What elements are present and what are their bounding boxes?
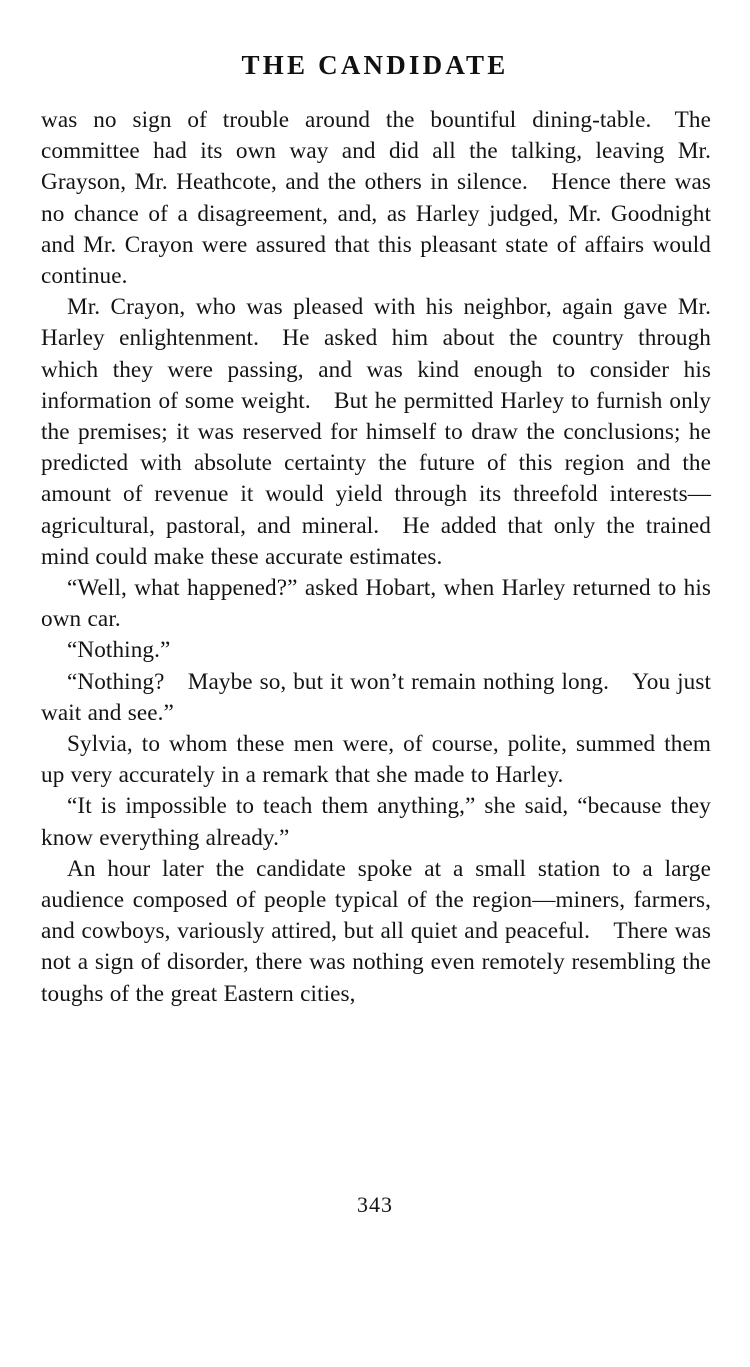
paragraph: “Nothing.” — [67, 637, 171, 664]
page-text-block — [41, 105, 711, 1010]
paragraph: An hour later the candidate spoke at a small station to a large audience composed of people typical of the region—miners, farmers, and cowboys, variously attired, but all quiet and peaceful. There was not a sign of disorder, there was nothing even remotely resembling the toughs of the great Eastern cities, — [41, 855, 711, 1007]
running-head: THE CANDIDATE — [241, 50, 509, 80]
paragraph: Mr. Crayon, who was pleased with his neighbor, again gave Mr. Harley enlightenment. He asked him about the country through which they were passing, and was kind enough to consider his information of some weight. But he permitted Harley to furnish only the premises; it was reserved for himself to draw the conclusions; he predicted with absolute certainty the future of this region and the amount of revenue it would yield through its threefold interests—agricultural, pastoral, and mineral. He added that only the trained mind could make these accurate estimates. — [41, 294, 711, 570]
paragraph: Sylvia, to whom these men were, of course, polite, summed them up very accurately in a remark that she made to Harley. — [41, 731, 711, 789]
paragraph: was no sign of trouble around the bountiful dining-table. The committee had its own way and did all the talking, leaving Mr. Grayson, Mr. Heathcote, and the others in silence. Hence there was no chance of a disagreement, and, as Harley judged, Mr. Goodnight and Mr. Crayon were assured that this pleasant state of affairs would continue. — [41, 107, 711, 290]
paragraph: “It is impossible to teach them anything,” she said, “because they know everything already.” — [41, 793, 711, 851]
page-number: 343 — [357, 1192, 393, 1217]
paragraph: “Well, what happened?” asked Hobart, when Harley returned to his own car. — [41, 575, 711, 633]
paragraph: “Nothing? Maybe so, but it won’t remain nothing long. You just wait and see.” — [41, 668, 711, 726]
